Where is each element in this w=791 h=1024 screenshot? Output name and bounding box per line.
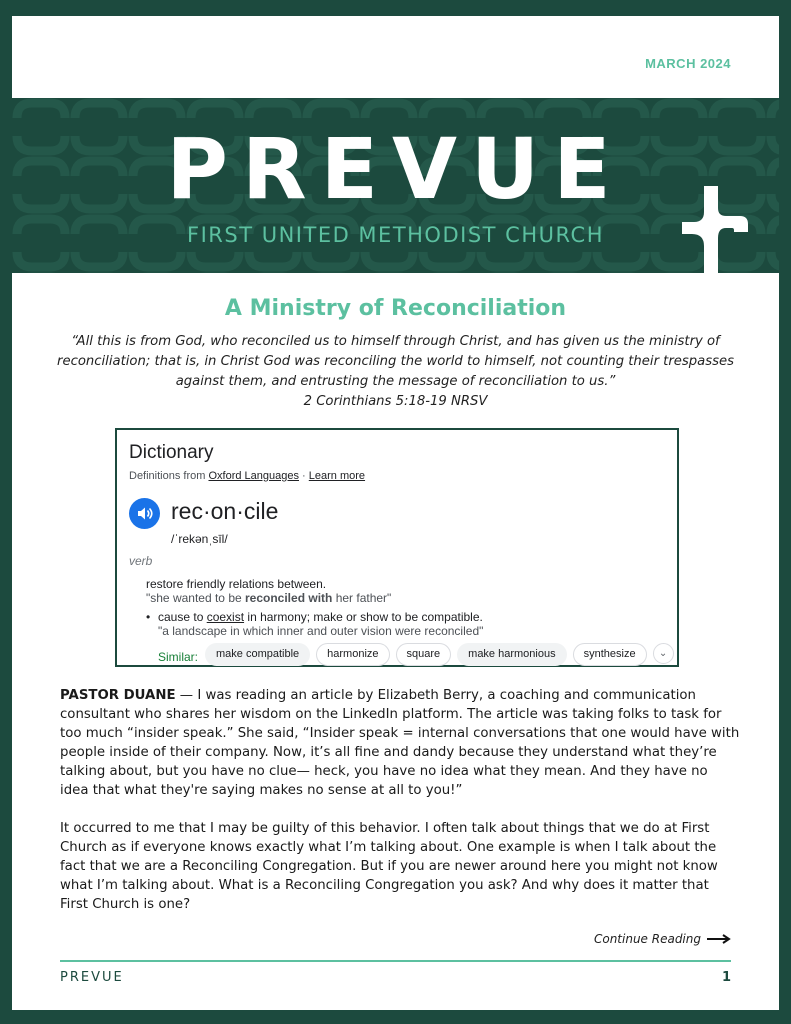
headword: rec·on·cile bbox=[171, 498, 279, 524]
article-heading: A Ministry of Reconciliation bbox=[224, 296, 567, 321]
scripture-quote bbox=[52, 332, 739, 412]
source-separator: · bbox=[299, 470, 309, 482]
cross-icon bbox=[682, 186, 752, 273]
chevron-down-icon[interactable]: ⌄ bbox=[653, 643, 674, 664]
similar-chip[interactable]: harmonize bbox=[316, 643, 389, 666]
similar-chip[interactable]: square bbox=[396, 643, 452, 666]
definition-2-end: in harmony; make or show to be compatible. bbox=[244, 610, 483, 624]
definition-2 bbox=[158, 610, 483, 624]
dictionary-source bbox=[129, 470, 365, 482]
masthead-title: PREVUE bbox=[166, 120, 625, 218]
definition-2-start: cause to bbox=[158, 610, 207, 624]
oxford-languages-link[interactable]: Oxford Languages bbox=[208, 470, 299, 482]
page-number: 1 bbox=[721, 970, 731, 985]
coexist-link[interactable]: coexist bbox=[206, 610, 245, 624]
continue-reading-link[interactable] bbox=[594, 932, 731, 946]
continue-reading-label: Continue Reading bbox=[593, 932, 701, 946]
learn-more-link[interactable]: Learn more bbox=[308, 470, 366, 482]
dictionary-title: Dictionary bbox=[129, 442, 214, 463]
paragraph-1-text: — I was reading an article by Elizabeth Berry, a coaching and communication consultant who shares her wisdom on the LinkedIn platform. The article was taking folks to task for too much “insider speak.” She said, “Insider speak = internal conversations that one would have with people inside of their company. Now, it’s all fine and dandy because they understand what they’re talking about, but you have no clue— heck, you have no idea what they mean. And they have no idea that what they're saying makes no sense at all to you!” bbox=[60, 688, 740, 798]
similar-chip[interactable]: make harmonious bbox=[457, 643, 566, 666]
footer-publication: PREVUE bbox=[60, 970, 124, 985]
example-1-end: her father" bbox=[332, 591, 392, 605]
masthead-banner bbox=[12, 98, 779, 273]
paragraph-2: It occurred to me that I may be guilty of this behavior. I often talk about things that we do at First Church as if everyone knows exactly what I’m talking about. One example is when I talk about the fact that we are a Reconciling Congregation. But if you are newer around here you might not know what I’m talking about. What is a Reconciling Congregation you ask? And why does it matter that First Church is one? bbox=[60, 821, 718, 912]
similar-label: Similar: bbox=[158, 650, 199, 664]
quote-reference: 2 Corinthians 5:18-19 NRSV bbox=[303, 394, 488, 409]
example-1-start: "she wanted to be bbox=[146, 591, 245, 605]
pronunciation: /ˈrekənˌsīl/ bbox=[171, 532, 228, 546]
footer-divider bbox=[60, 960, 731, 962]
similar-chip[interactable]: make compatible bbox=[205, 643, 310, 666]
issue-date: MARCH 2024 bbox=[645, 56, 731, 71]
masthead-subtitle: FIRST UNITED METHODIST CHURCH bbox=[187, 223, 604, 247]
definition-1: restore friendly relations between. bbox=[146, 577, 327, 591]
similar-chips bbox=[205, 643, 674, 666]
example-2: "a landscape in which inner and outer vision were reconciled" bbox=[158, 624, 484, 638]
quote-text: “All this is from God, who reconciled us to himself through Christ, and has given us the ministry of reconciliation; that is, in Christ God was reconciling the world to himself, not counting their trespasses against them, and entrusting the message of reconciliation to us.” bbox=[57, 334, 734, 389]
paragraph-1 bbox=[60, 686, 740, 800]
dictionary-card bbox=[115, 428, 679, 667]
newsletter-page bbox=[12, 16, 779, 1010]
example-1-bold: reconciled with bbox=[245, 591, 333, 605]
part-of-speech: verb bbox=[129, 554, 153, 568]
bullet-icon: • bbox=[146, 610, 151, 624]
arrow-right-icon bbox=[707, 934, 731, 944]
similar-chip[interactable]: synthesize bbox=[573, 643, 647, 666]
speaker-glyph bbox=[129, 498, 160, 529]
example-1 bbox=[146, 591, 391, 605]
paragraph-1-lead: PASTOR DUANE bbox=[60, 688, 176, 703]
source-prefix: Definitions from bbox=[129, 470, 209, 482]
speaker-icon[interactable] bbox=[129, 498, 160, 529]
